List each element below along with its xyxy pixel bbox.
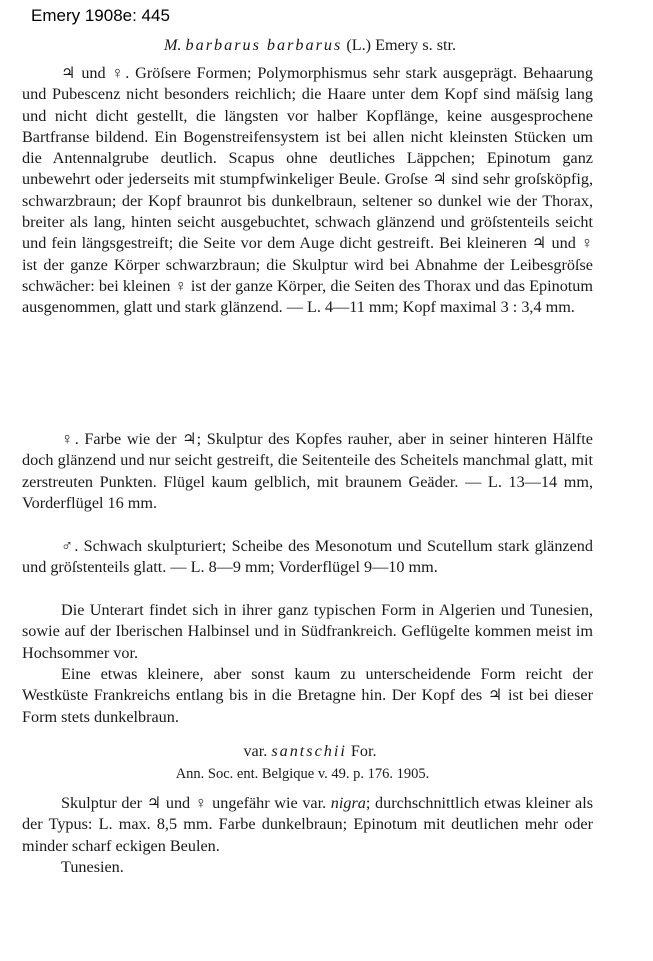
male-description [22,536,593,579]
paragraph-variety [22,793,593,857]
queen-description [22,429,593,514]
variety-heading [0,741,620,762]
literature-reference: Ann. Soc. ent. Belgique v. 49. p. 176. 1905. [175,766,430,782]
variety-description [22,793,593,878]
paragraph-locality: Tunesien. [61,857,124,876]
worker-description [22,63,593,319]
paragraph-male: ♂. Schwach skulpturiert; Scheibe des Mesonotum und Scutellum stark glänzend und gröſstenteils glatt. — L. 8—9 mm; Vorderflügel 9—10 mm. [22,537,593,577]
form-note [22,664,593,728]
variety-text-end: ; durchschnittlich etwas kleiner als der Typus: L. max. 8,5 mm. Farbe dunkelbraun; Epinotum mit deutlichen mehr oder minder scharf eckigen Beulen. [22,794,593,855]
genus-abbrev: M. [163,36,182,54]
variety-prefix: var. [243,742,268,760]
species-heading [0,35,620,56]
species-author: (L.) Emery s. str. [346,36,457,54]
paragraph-workers: ♃ und ♀. Gröſsere Formen; Polymorphismus sehr stark ausgeprägt. Behaarung und Pubescenz nicht besonders reichlich; die Haare unter dem Kopf sind mäſsig lang und nicht dicht gestellt, die längsten vor halber Kopflänge, keine ausgesprochene Bartfranse bildend. Ein Bogenstreifensystem ist bei allen nicht kleinsten Stücken um die Antennalgrube deutlich. Scapus ohne deutliches Läppchen; Epinotum ganz unbewehrt oder jederseits mit stumpfwinkeliger Beule. Groſse ♃ sind sehr groſsköpfig, schwarzbraun; der Kopf braunrot bis dunkelbraun, seltener so dunkel wie der Thorax, breiter als lang, hinten seicht ausgebuchtet, schwach glänzend und gröſstenteils seicht und fein längsgestreift; die Seite vor dem Auge dicht gestreift. Bei kleineren ♃ und ♀ ist der ganze Körper schwarzbraun; die Skulptur wird bei Abnahme der Leibesgröſse schwächer: bei kleinen ♀ ist der ganze Körper, die Seiten des Thorax und das Epinotum ausgenommen, glatt und stark glänzend. — L. 4—11 mm; Kopf maximal 3 : 3,4 mm. [22,64,593,317]
distribution-text [22,600,593,664]
variety-name: santschii [271,742,347,760]
variety-author: For. [350,742,377,760]
paragraph-distribution: Die Unterart findet sich in ihrer ganz typischen Form in Algerien und Tunesien, sowie auf der Iberischen Halbinsel und in Südfrankreich. Geflügelte kommen meist im Hochsommer vor. [22,601,593,662]
paragraph-form: Eine etwas kleinere, aber sonst kaum zu unterscheidende Form reicht der Westküste Frankreichs entlang bis in die Bretagne hin. Der Kopf des ♃ ist bei dieser Form stets dunkelbraun. [22,665,593,726]
citation-header: Emery 1908e: 445 [31,6,170,25]
variety-text-start: Skulptur der ♃ und ♀ ungefähr wie var. [61,794,327,812]
species-name: barbarus barbarus [185,36,343,54]
paragraph-queen: ♀. Farbe wie der ♃; Skulptur des Kopfes rauher, aber in seiner hinteren Hälfte doch glänzend und nur seicht gestreift, die Seitenteile des Scheitels manchmal glatt, mit zerstreuten Punkten. Flügel kaum gelblich, mit braunem Geäder. — L. 13—14 mm, Vorderflügel 16 mm. [22,430,593,512]
variety-nigra: nigra [330,794,366,812]
